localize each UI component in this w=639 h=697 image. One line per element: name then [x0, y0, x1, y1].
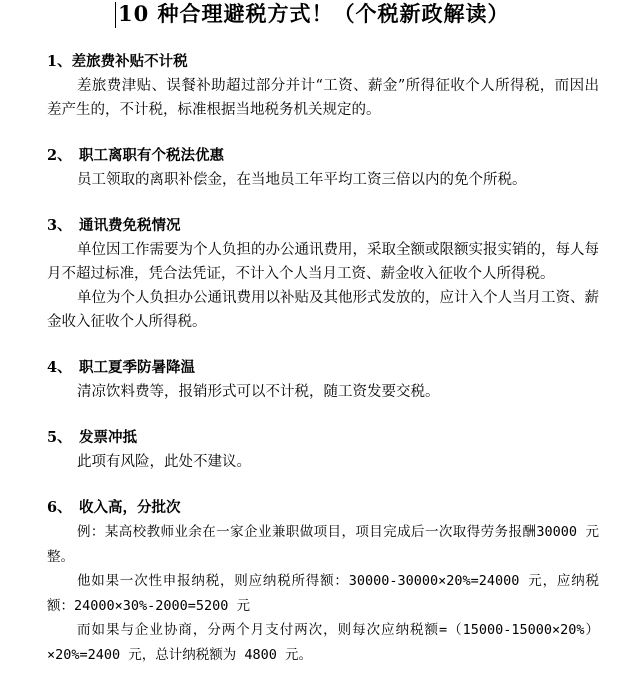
section-3-paragraph-1: 单位因工作需要为个人负担的办公通讯费用，采取全额或限额实报实销的，每人每月不超过标准，凭合法凭证，不计入个人当月工资、薪金收入征收个人所得税。 — [47, 242, 599, 282]
section-6-example-2: 他如果一次性申报纳税，则应纳税所得额：30000-30000×20%=24000 元，应纳税额：24000×30%-2000=5200 元 — [47, 573, 599, 614]
section-5-paragraph: 此项有风险，此处不建议。 — [77, 454, 251, 470]
section-6-example-3: 而如果与企业协商，分两个月支付两次，则每次应纳税额=（15000-15000×20%）×20%=2400 元，总计纳税额为 4800 元。 — [47, 622, 599, 663]
section-heading-4: 4、 职工夏季防暑降温 — [47, 359, 195, 376]
document-title: 10 种合理避税方式！（个税新政解读） — [118, 1, 510, 26]
document-body — [47, 50, 599, 667]
section-heading-2: 2、 职工离职有个税法优惠 — [47, 147, 224, 164]
section-heading-6: 6、 收入高，分批次 — [47, 499, 181, 516]
section-1-paragraph: 差旅费津贴、误餐补助超过部分并计“工资、薪金”所得征收个人所得税，而因出差产生的，不计税，标准根据当地税务机关规定的。 — [47, 78, 599, 118]
section-2-paragraph: 员工领取的离职补偿金，在当地员工年平均工资三倍以内的免个所税。 — [77, 172, 527, 188]
section-heading-3: 3、 通讯费免税情况 — [47, 217, 181, 234]
section-6-example-1: 例：某高校教师业余在一家企业兼职做项目，项目完成后一次取得劳务报酬30000 元整。 — [47, 524, 599, 565]
section-3-paragraph-2: 单位为个人负担办公通讯费用以补贴及其他形式发放的，应计入个人当月工资、薪金收入征收个人所得税。 — [47, 290, 599, 330]
section-heading-5: 5、 发票冲抵 — [47, 429, 137, 446]
section-heading-1: 1、差旅费补贴不计税 — [47, 53, 188, 70]
text-cursor — [115, 2, 116, 28]
section-4-paragraph: 清凉饮料费等，报销形式可以不计税，随工资发要交税。 — [77, 384, 440, 400]
